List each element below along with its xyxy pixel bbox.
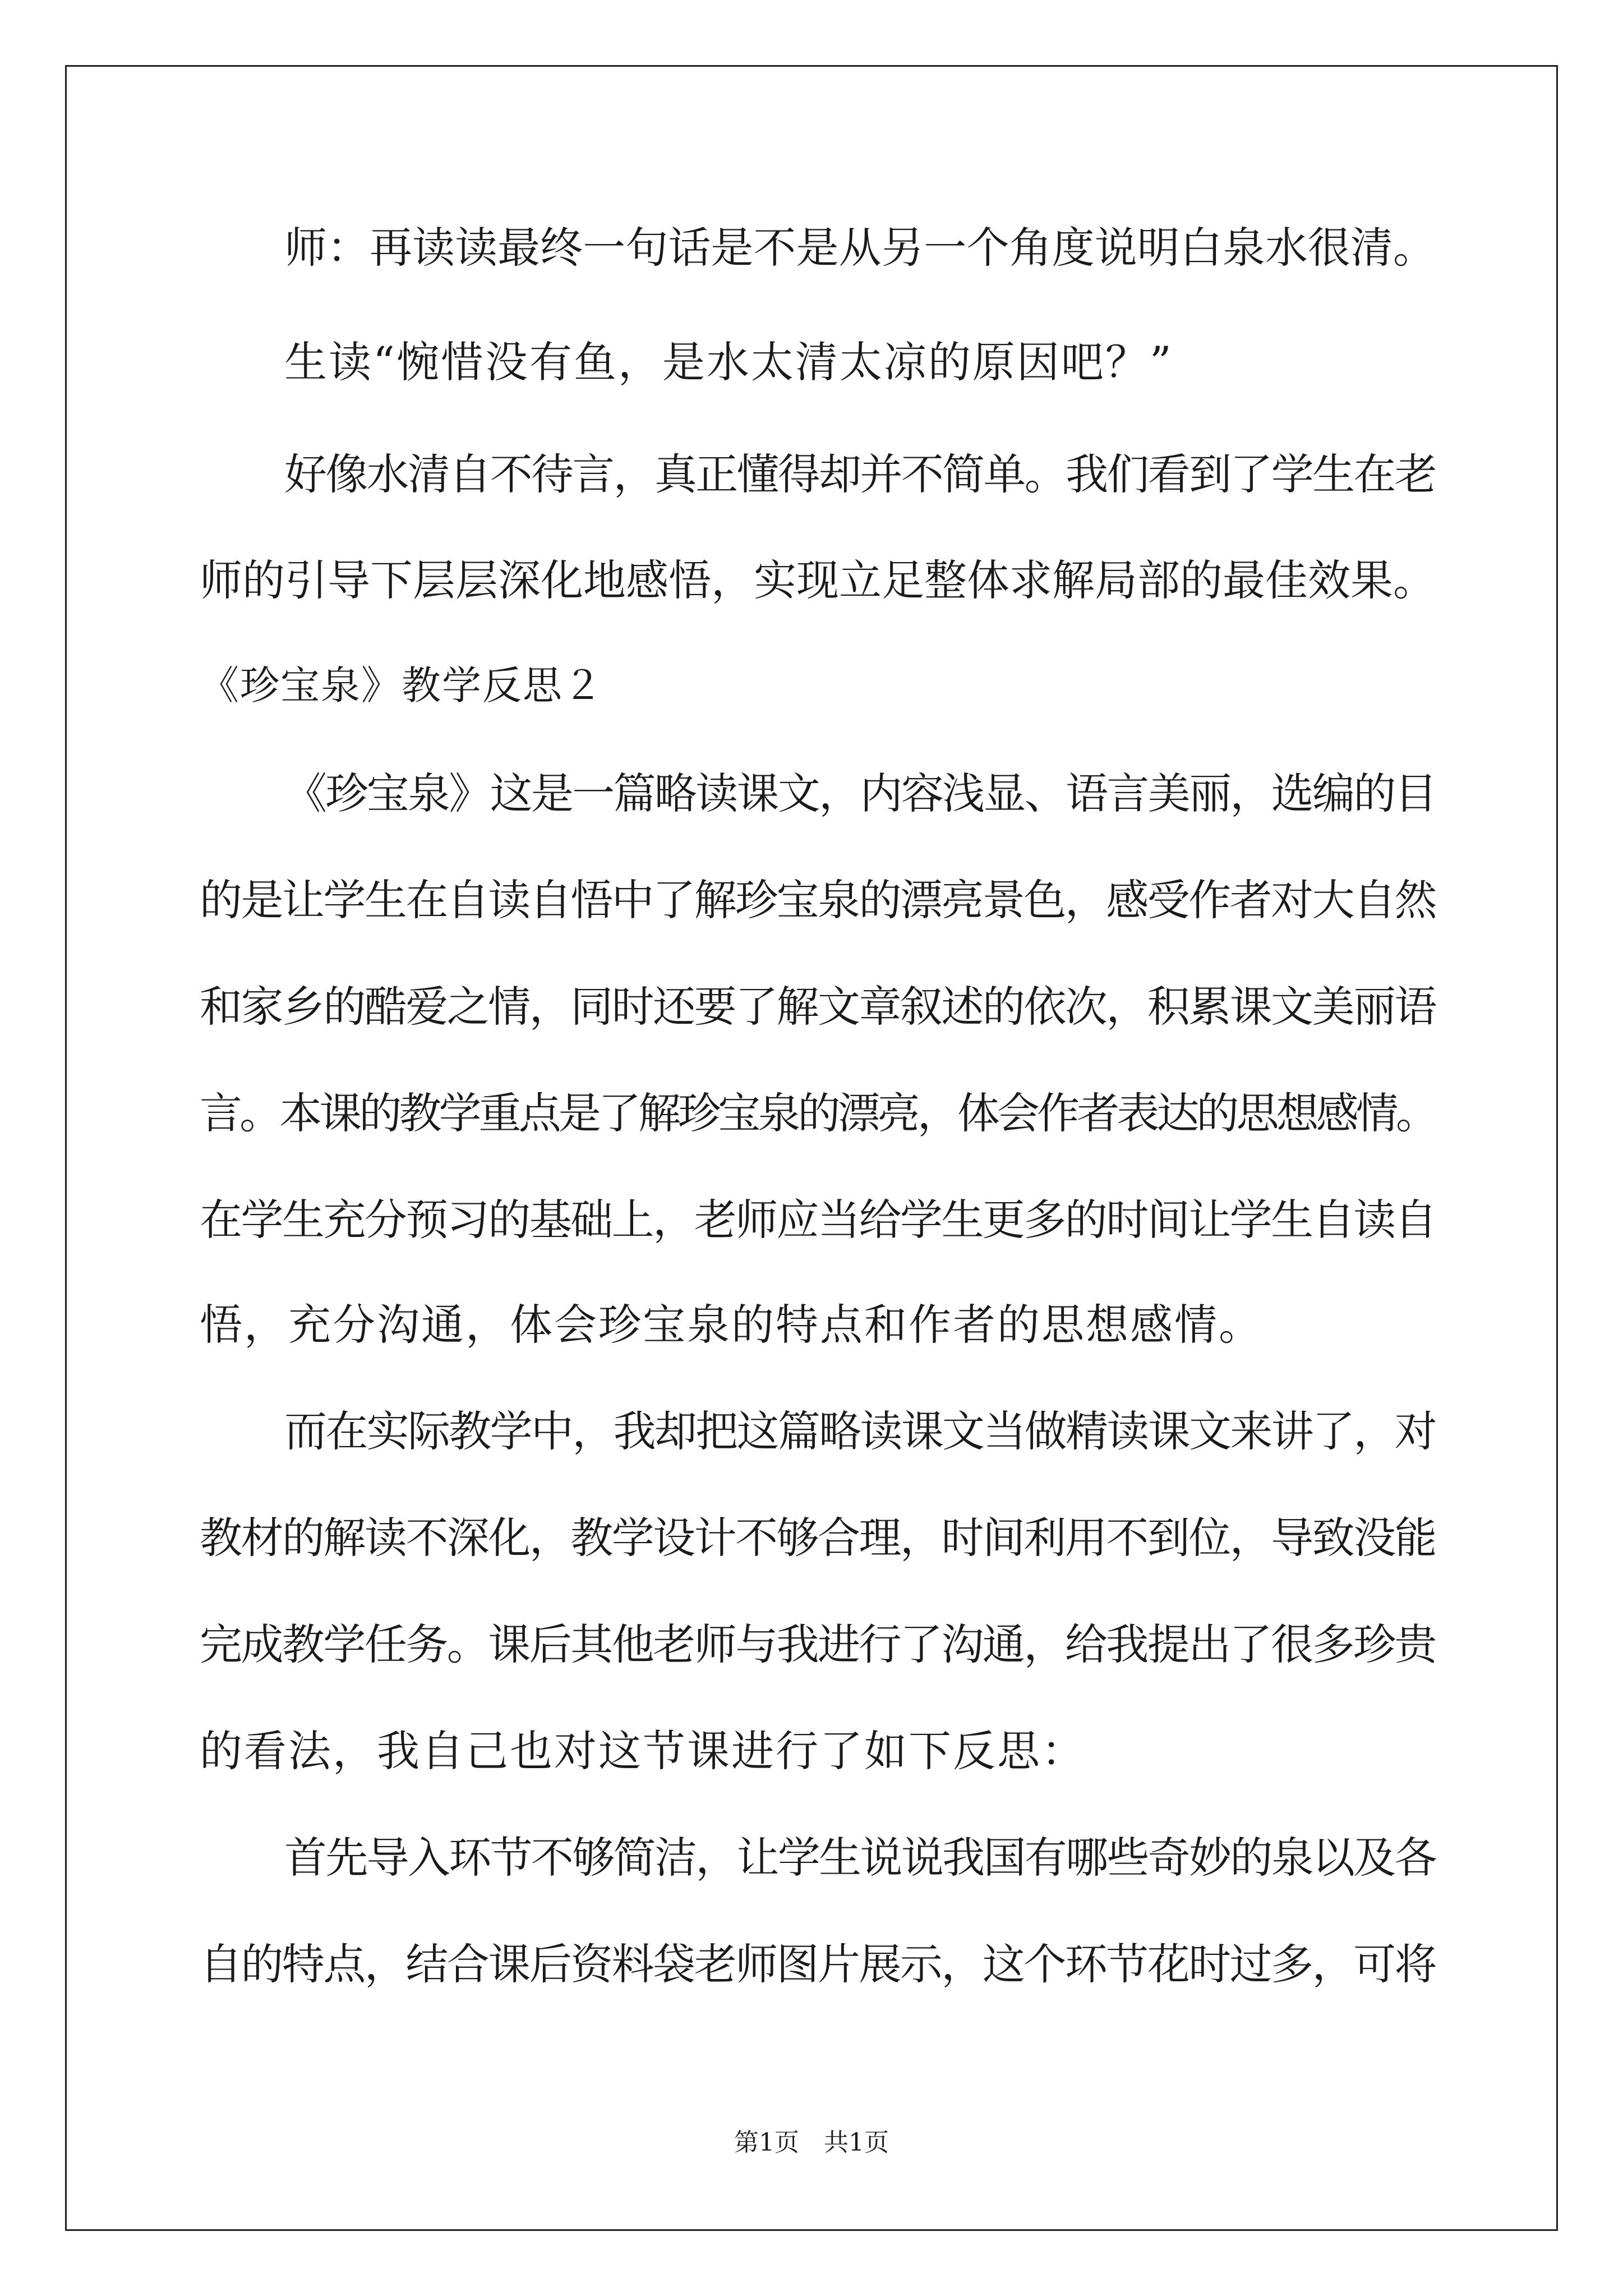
paragraph-line: 言。本课的教学重点是了解珍宝泉的漂亮，体会作者表达的思想感情。 <box>200 1088 1436 1138</box>
paragraph-line: 在学生充分预习的基础上，老师应当给学生更多的时间让学生自读自 <box>200 1195 1436 1245</box>
paragraph-line: 师：再读读最终一句话是不是从另一个角度说明白泉水很清。 <box>284 223 1436 273</box>
paragraph-line: 生读“惋惜没有鱼，是水太清太凉的原因吧？” <box>284 337 1173 387</box>
paragraph-line: 好像水清自不待言，真正懂得却并不简单。我们看到了学生在老 <box>284 449 1436 499</box>
paragraph-line: 师的引导下层层深化地感悟，实现立足整体求解局部的最佳效果。 <box>200 555 1436 605</box>
section-heading: 《珍宝泉》教学反思２ <box>200 662 603 708</box>
paragraph-line: 而在实际教学中，我却把这篇略读课文当做精读课文来讲了，对 <box>284 1406 1436 1456</box>
paragraph-line: 的是让学生在自读自悟中了解珍宝泉的漂亮景色，感受作者对大自然 <box>200 875 1436 925</box>
paragraph-line: 悟，充分沟通，体会珍宝泉的特点和作者的思想感情。 <box>200 1300 1263 1350</box>
paragraph-line: 教材的解读不深化，教学设计不够合理，时间利用不到位，导致没能 <box>200 1513 1436 1563</box>
page-number-footer: 第1页 共1页 <box>734 2128 889 2157</box>
paragraph-line: 完成教学任务。课后其他老师与我进行了沟通，给我提出了很多珍贵 <box>200 1619 1436 1669</box>
paragraph-line: 和家乡的酷爱之情，同时还要了解文章叙述的依次，积累课文美丽语 <box>200 982 1436 1032</box>
paragraph-line: 的看法，我自己也对这节课进行了如下反思： <box>200 1726 1086 1776</box>
paragraph-line: 《珍宝泉》这是一篇略读课文，内容浅显、语言美丽，选编的目 <box>284 769 1436 818</box>
paragraph-line: 自的特点，结合课后资料袋老师图片展示，这个环节花时过多，可将 <box>200 1939 1436 1989</box>
paragraph-line: 首先导入环节不够简洁，让学生说说我国有哪些奇妙的泉以及各 <box>284 1833 1436 1883</box>
